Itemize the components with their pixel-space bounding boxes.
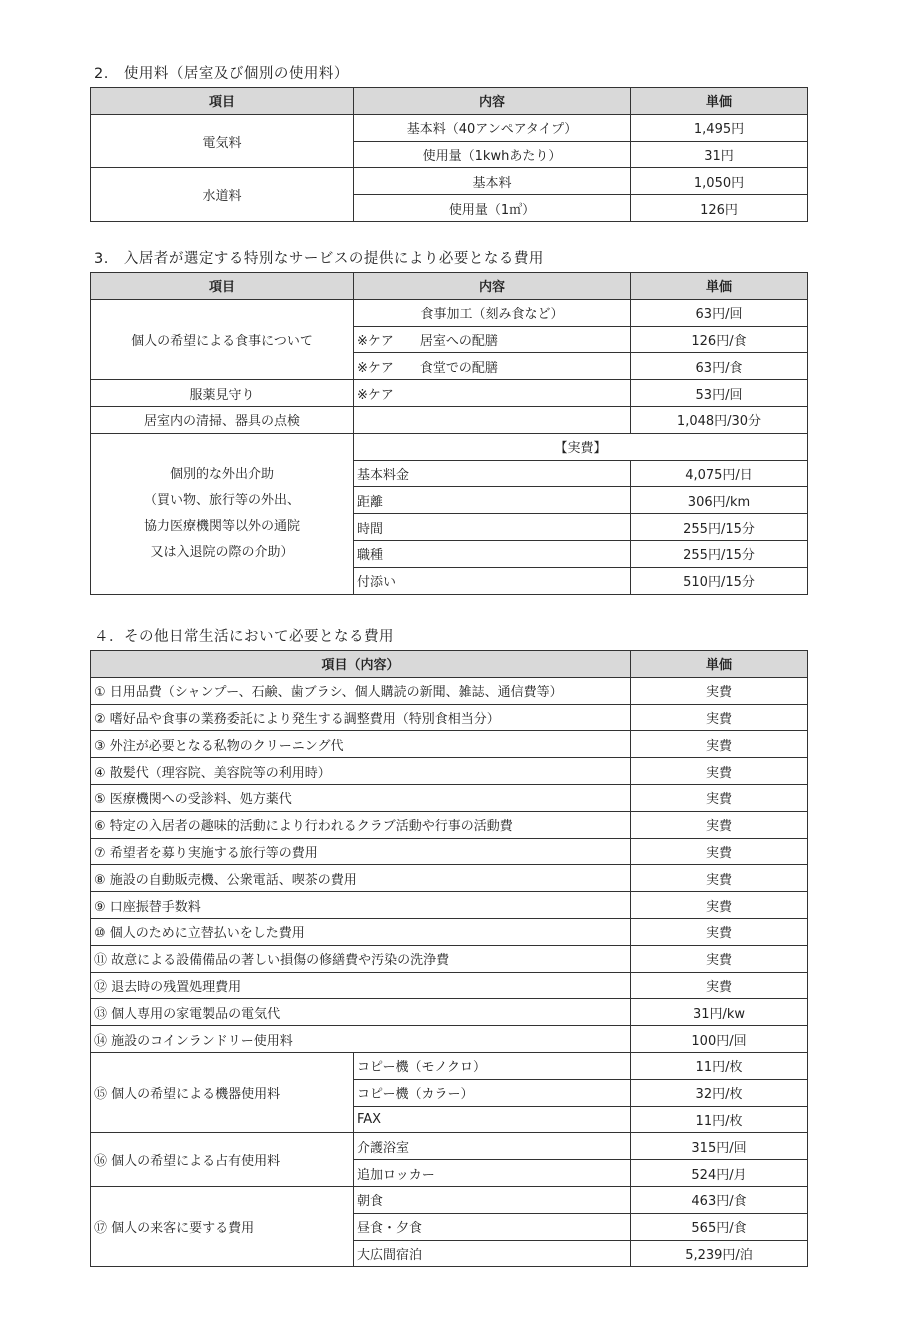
table-row xyxy=(91,406,808,433)
table-row xyxy=(91,811,808,838)
item-meal: 個人の希望による食事について xyxy=(91,299,354,379)
header-item: 項目 xyxy=(91,88,354,115)
content-cell: 付添い xyxy=(354,567,631,594)
content-cell: 基本料金 xyxy=(354,460,631,487)
table-row xyxy=(91,758,808,785)
table-row xyxy=(91,677,808,704)
price-cell: 63円/食 xyxy=(631,353,808,380)
price-cell: 510円/15分 xyxy=(631,567,808,594)
daily-life-cost-table xyxy=(90,650,808,1267)
price-cell: 1,050円 xyxy=(631,168,808,195)
content-cell: コピー機（カラー） xyxy=(354,1079,631,1106)
price-cell: 実費 xyxy=(631,811,808,838)
price-cell: 565円/食 xyxy=(631,1213,808,1240)
item-cell: ⑥ 特定の入居者の趣味的活動により行われるクラブ活動や行事の活動費 xyxy=(91,811,631,838)
content-cell: 昼食・夕食 xyxy=(354,1213,631,1240)
item-outing-line: 又は入退院の際の介助） xyxy=(150,544,294,560)
header-content: 内容 xyxy=(354,88,631,115)
table-row xyxy=(91,918,808,945)
table-row xyxy=(91,892,808,919)
price-cell: 実費 xyxy=(631,918,808,945)
section3-title: 3. 入居者が選定する特別なサービスの提供により必要となる費用 xyxy=(94,251,544,267)
content-cell: ※ケア xyxy=(354,380,631,407)
content-cell: ※ケア 居室への配膳 xyxy=(354,326,631,353)
price-cell: 53円/回 xyxy=(631,380,808,407)
price-cell: 11円/枚 xyxy=(631,1106,808,1133)
price-cell: 524円/月 xyxy=(631,1160,808,1187)
content-cell: 距離 xyxy=(354,487,631,514)
header-item-content: 項目（内容） xyxy=(91,651,631,678)
item-medication: 服薬見守り xyxy=(91,380,354,407)
actual-cost-note: 【実費】 xyxy=(354,433,808,460)
item-cell: ④ 散髪代（理容院、美容院等の利用時） xyxy=(91,758,631,785)
price-cell: 63円/回 xyxy=(631,299,808,326)
header-price: 単価 xyxy=(631,273,808,300)
table-row xyxy=(91,168,808,195)
item-cell: ⑭ 施設のコインランドリー使用料 xyxy=(91,1026,631,1053)
item-outing xyxy=(91,433,354,594)
price-cell: 31円/kw xyxy=(631,999,808,1026)
price-cell: 実費 xyxy=(631,677,808,704)
table-header-row xyxy=(91,88,808,115)
header-price: 単価 xyxy=(631,88,808,115)
item-outing-line: （買い物、旅行等の外出、 xyxy=(143,492,300,508)
content-cell: 職種 xyxy=(354,540,631,567)
section2-title: 2. 使用料（居室及び個別の使用料） xyxy=(94,66,349,82)
price-cell: 実費 xyxy=(631,784,808,811)
table-row xyxy=(91,380,808,407)
content-cell: FAX xyxy=(354,1106,631,1133)
content-cell: 追加ロッカー xyxy=(354,1160,631,1187)
item-cell: ⑦ 希望者を募り実施する旅行等の費用 xyxy=(91,838,631,865)
content-cell: 朝食 xyxy=(354,1186,631,1213)
price-cell: 315円/回 xyxy=(631,1133,808,1160)
table-row xyxy=(91,299,808,326)
special-service-table xyxy=(90,272,808,595)
item-equipment: ⑮ 個人の希望による機器使用料 xyxy=(91,1052,354,1132)
content-cell: 時間 xyxy=(354,514,631,541)
item-outing-line: 協力医療機関等以外の通院 xyxy=(143,518,300,534)
section4-title: ４．その他日常生活において必要となる費用 xyxy=(94,629,394,645)
price-cell: 126円/食 xyxy=(631,326,808,353)
table-row xyxy=(91,1186,808,1213)
price-cell: 11円/枚 xyxy=(631,1052,808,1079)
item-electric: 電気料 xyxy=(91,114,354,168)
price-cell: 31円 xyxy=(631,141,808,168)
table-row xyxy=(91,1026,808,1053)
content-cell: 食事加工（刻み食など） xyxy=(354,299,631,326)
price-cell: 実費 xyxy=(631,704,808,731)
price-cell: 255円/15分 xyxy=(631,540,808,567)
price-cell: 4,075円/日 xyxy=(631,460,808,487)
content-cell: 使用量（1㎥） xyxy=(354,195,631,222)
table-row xyxy=(91,731,808,758)
item-cell: ① 日用品費（シャンプー、石鹸、歯ブラシ、個人購読の新聞、雑誌、通信費等） xyxy=(91,677,631,704)
table-row xyxy=(91,945,808,972)
item-cleaning: 居室内の清掃、器具の点検 xyxy=(91,406,354,433)
content-cell: 使用量（1kwhあたり） xyxy=(354,141,631,168)
item-visitors: ⑰ 個人の来客に要する費用 xyxy=(91,1186,354,1266)
table-row xyxy=(91,784,808,811)
item-water: 水道料 xyxy=(91,168,354,222)
table-row xyxy=(91,999,808,1026)
content-cell: 基本料（40アンペアタイプ） xyxy=(354,114,631,141)
item-outing-line: 個別的な外出介助 xyxy=(169,466,274,482)
price-cell: 32円/枚 xyxy=(631,1079,808,1106)
table-row xyxy=(91,1052,808,1079)
item-cell: ⑬ 個人専用の家電製品の電気代 xyxy=(91,999,631,1026)
price-cell: 実費 xyxy=(631,731,808,758)
table-row xyxy=(91,838,808,865)
content-cell: 介護浴室 xyxy=(354,1133,631,1160)
price-cell: 463円/食 xyxy=(631,1186,808,1213)
item-cell: ⑧ 施設の自動販売機、公衆電話、喫茶の費用 xyxy=(91,865,631,892)
item-cell: ⑫ 退去時の残置処理費用 xyxy=(91,972,631,999)
item-cell: ⑤ 医療機関への受診料、処方薬代 xyxy=(91,784,631,811)
content-cell xyxy=(354,406,631,433)
item-exclusive: ⑯ 個人の希望による占有使用料 xyxy=(91,1133,354,1187)
price-cell: 100円/回 xyxy=(631,1026,808,1053)
content-cell: ※ケア 食堂での配膳 xyxy=(354,353,631,380)
header-item: 項目 xyxy=(91,273,354,300)
price-cell: 実費 xyxy=(631,838,808,865)
price-cell: 126円 xyxy=(631,195,808,222)
price-cell: 実費 xyxy=(631,945,808,972)
price-cell: 1,048円/30分 xyxy=(631,406,808,433)
item-cell: ③ 外注が必要となる私物のクリーニング代 xyxy=(91,731,631,758)
table-row xyxy=(91,433,808,460)
price-cell: 306円/km xyxy=(631,487,808,514)
usage-fee-table xyxy=(90,87,808,222)
table-row xyxy=(91,114,808,141)
content-cell: 大広間宿泊 xyxy=(354,1240,631,1267)
price-cell: 5,239円/泊 xyxy=(631,1240,808,1267)
content-cell: コピー機（モノクロ） xyxy=(354,1052,631,1079)
table-header-row xyxy=(91,273,808,300)
item-cell: ⑩ 個人のために立替払いをした費用 xyxy=(91,918,631,945)
price-cell: 実費 xyxy=(631,972,808,999)
item-cell: ⑪ 故意による設備備品の著しい損傷の修繕費や汚染の洗浄費 xyxy=(91,945,631,972)
content-cell: 基本料 xyxy=(354,168,631,195)
price-cell: 1,495円 xyxy=(631,114,808,141)
table-row xyxy=(91,865,808,892)
header-price: 単価 xyxy=(631,651,808,678)
item-cell: ⑨ 口座振替手数料 xyxy=(91,892,631,919)
table-row xyxy=(91,704,808,731)
table-header-row xyxy=(91,651,808,678)
item-cell: ② 嗜好品や食事の業務委託により発生する調整費用（特別食相当分） xyxy=(91,704,631,731)
table-row xyxy=(91,972,808,999)
price-cell: 実費 xyxy=(631,892,808,919)
header-content: 内容 xyxy=(354,273,631,300)
table-row xyxy=(91,1133,808,1160)
price-cell: 実費 xyxy=(631,758,808,785)
price-cell: 255円/15分 xyxy=(631,514,808,541)
price-cell: 実費 xyxy=(631,865,808,892)
